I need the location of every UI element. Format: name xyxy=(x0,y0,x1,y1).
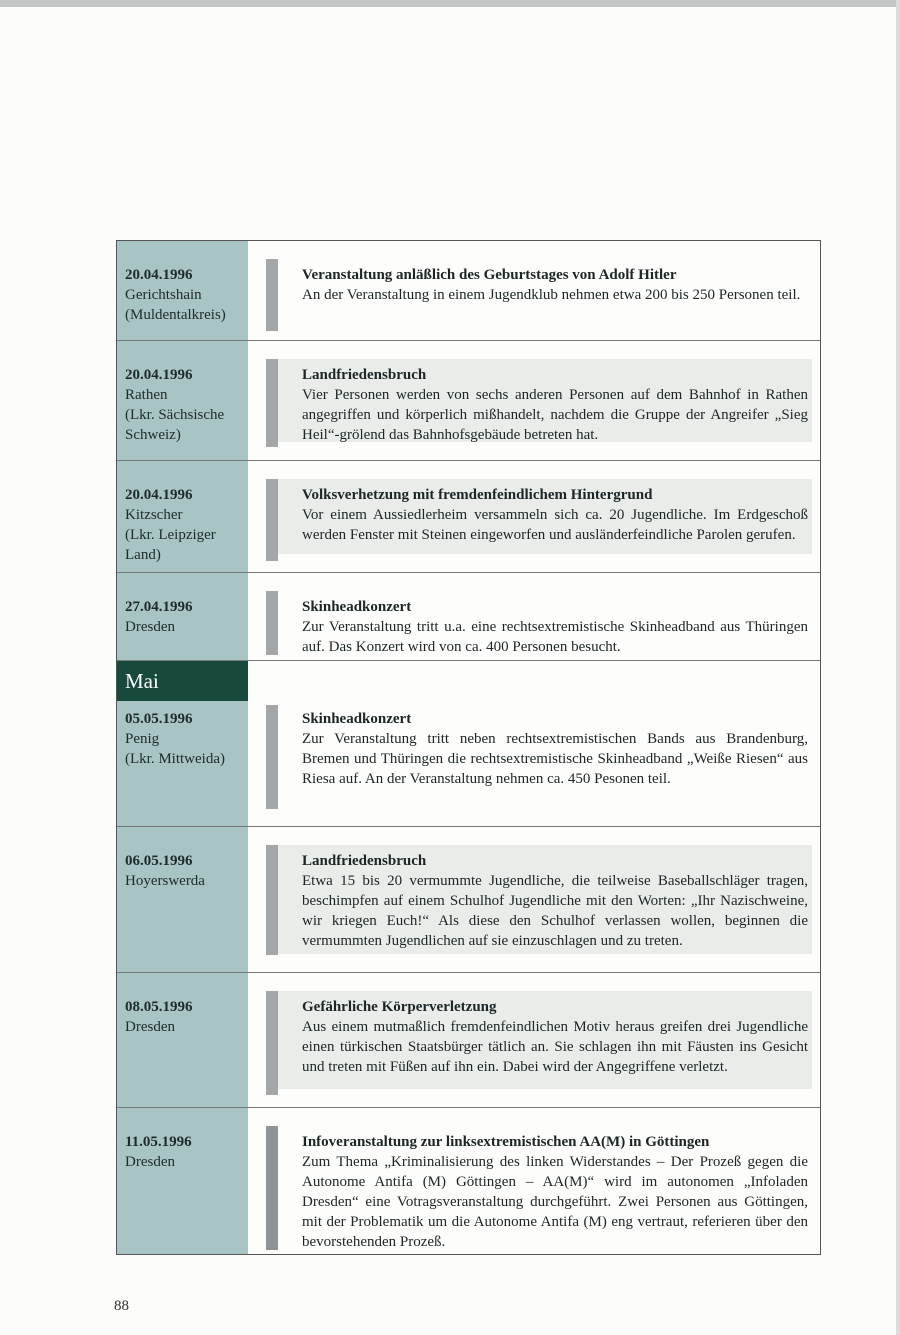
table-row xyxy=(117,573,820,661)
vertical-marker-bar xyxy=(266,845,278,955)
entry-location: (Lkr. Leipziger xyxy=(125,527,216,543)
entry-text xyxy=(302,997,808,1077)
entry-title: Volksverhetzung mit fremdenfeindlichem Hintergrund xyxy=(302,487,653,503)
table-row xyxy=(117,701,820,827)
table-row xyxy=(117,341,820,461)
date-cell xyxy=(117,341,248,460)
page-number: 88 xyxy=(114,1298,129,1314)
entry-location: Dresden xyxy=(125,1154,175,1170)
entry-location: Penig xyxy=(125,731,160,747)
table-row xyxy=(117,1108,820,1254)
chronology-table xyxy=(116,240,821,1255)
content-cell xyxy=(248,461,820,572)
entry-text xyxy=(302,265,808,305)
entry-location: (Lkr. Mittweida) xyxy=(125,751,225,767)
page-edge-shadow xyxy=(896,0,900,1335)
entry-text xyxy=(302,597,808,657)
entry-body: Etwa 15 bis 20 vermummte Jugendliche, die teilweise Baseballschläger tragen, beschimpfen auf einem Schulhof Jugendliche mit den Worten: „Ihr Nazischweine, wir kriegen Euch!“ Als diese den Schulhof verlassen wollen, beginnen die vermummten Jugendlichen auf sie einzuschlagen und zu treten. xyxy=(302,873,808,949)
entry-body: Zur Veranstaltung tritt neben rechtsextremistischen Bands aus Brandenburg, Bremen und Thüringen die rechtsextremistische Skinheadband „Weiße Riesen“ aus Riesa auf. An der Veranstaltung nehmen ca. 450 Pesonen teil. xyxy=(302,731,808,787)
table-row xyxy=(117,241,820,341)
entry-body: Vor einem Aussiedlerheim versammeln sich ca. 20 Jugendliche. Im Erdgeschoß werden Fenster mit Steinen eingeworfen und ausländerfeindliche Parolen gerufen. xyxy=(302,507,808,543)
entry-location: Hoyerswerda xyxy=(125,873,205,889)
entry-location: Schweiz) xyxy=(125,427,181,443)
table-row xyxy=(117,461,820,573)
entry-date: 20.04.1996 xyxy=(125,367,193,383)
entry-date: 08.05.1996 xyxy=(125,999,193,1015)
entry-title: Skinheadkonzert xyxy=(302,599,412,615)
date-cell xyxy=(117,827,248,972)
vertical-marker-bar xyxy=(266,591,278,655)
content-cell xyxy=(248,241,820,340)
vertical-marker-bar xyxy=(266,705,278,809)
entry-text xyxy=(302,485,808,545)
entry-location: (Muldentalkreis) xyxy=(125,307,226,323)
entry-text xyxy=(302,365,808,445)
date-cell xyxy=(117,461,248,572)
entry-date: 11.05.1996 xyxy=(125,1134,192,1150)
entry-location: Dresden xyxy=(125,619,175,635)
vertical-marker-bar xyxy=(266,259,278,331)
entry-body: Zur Veranstaltung tritt u.a. eine rechtsextremistische Skinheadband aus Thüringen auf. Das Konzert wird von ca. 400 Personen besucht. xyxy=(302,619,808,655)
entry-location: (Lkr. Sächsische xyxy=(125,407,225,423)
vertical-marker-bar xyxy=(266,479,278,561)
vertical-marker-bar xyxy=(266,1126,278,1250)
entry-location: Rathen xyxy=(125,387,168,403)
entry-date: 20.04.1996 xyxy=(125,487,193,503)
content-cell xyxy=(248,827,820,972)
top-edge-line xyxy=(0,0,900,7)
entry-text xyxy=(302,851,808,951)
content-cell xyxy=(248,701,820,826)
entry-body: Zum Thema „Kriminalisierung des linken Widerstandes – Der Prozeß gegen die Autonome Antifa (M) Göttingen – AA(M)“ wird im autonomen „Infoladen Dresden“ eine Votragsveranstaltung durchgeführt. Zwei Personen aus Göttingen, mit der Problematik um die Autonome Antifa (M) eng vertraut, referieren über den bevorstehenden Prozeß. xyxy=(302,1154,808,1250)
date-cell xyxy=(117,701,248,826)
table-row xyxy=(117,973,820,1108)
content-cell xyxy=(248,341,820,460)
entry-body: Aus einem mutmaßlich fremdenfeindlichen Motiv heraus greifen drei Jugendliche einen türkischen Staatsbürger tätlich an. Sie schlagen ihn mit Fäusten ins Gesicht und treten mit Füßen auf ihn ein. Dabei wird der Angegriffene verletzt. xyxy=(302,1019,808,1075)
entry-title: Skinheadkonzert xyxy=(302,711,412,727)
date-cell xyxy=(117,241,248,340)
content-cell xyxy=(248,573,820,660)
entry-title: Landfriedensbruch xyxy=(302,367,427,383)
entry-location: Dresden xyxy=(125,1019,175,1035)
entry-location: Land) xyxy=(125,547,161,563)
entry-title: Infoveranstaltung zur linksextremistischen AA(M) in Göttingen xyxy=(302,1134,710,1150)
entry-body: Vier Personen werden von sechs anderen Personen auf dem Bahnhof in Rathen angegriffen und körperlich mißhandelt, nachdem die Gruppe der Angreifer „Sieg Heil“-grölend das Bahnhofsgebäude betreten hat. xyxy=(302,387,808,443)
month-label: Mai xyxy=(117,661,248,701)
date-cell xyxy=(117,973,248,1107)
entry-date: 20.04.1996 xyxy=(125,267,193,283)
date-cell xyxy=(117,1108,248,1254)
content-cell xyxy=(248,1108,820,1254)
month-header-row xyxy=(117,661,820,701)
vertical-marker-bar xyxy=(266,991,278,1095)
content-cell xyxy=(248,973,820,1107)
table-row xyxy=(117,827,820,973)
entry-date: 05.05.1996 xyxy=(125,711,193,727)
entry-body: An der Veranstaltung in einem Jugendklub nehmen etwa 200 bis 250 Personen teil. xyxy=(302,287,801,303)
entry-date: 06.05.1996 xyxy=(125,853,193,869)
date-cell xyxy=(117,573,248,660)
entry-location: Gerichtshain xyxy=(125,287,202,303)
entry-text xyxy=(302,1132,808,1252)
entry-title: Veranstaltung anläßlich des Geburtstages von Adolf Hitler xyxy=(302,267,677,283)
entry-title: Landfriedensbruch xyxy=(302,853,427,869)
entry-text xyxy=(302,709,808,789)
entry-location: Kitzscher xyxy=(125,507,183,523)
vertical-marker-bar xyxy=(266,359,278,447)
month-header-blank xyxy=(248,661,820,701)
entry-date: 27.04.1996 xyxy=(125,599,193,615)
entry-title: Gefährliche Körperverletzung xyxy=(302,999,497,1015)
